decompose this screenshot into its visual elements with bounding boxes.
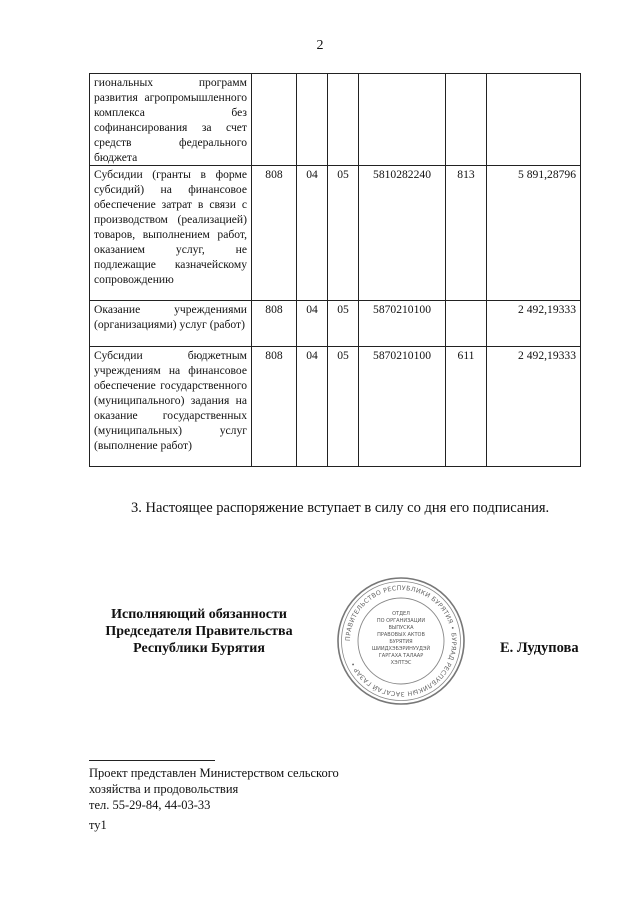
target-item-code: 5870210100	[359, 301, 446, 347]
expense-type-code: 813	[446, 166, 487, 301]
ministry-code: 808	[252, 347, 297, 467]
section-code: 04	[297, 347, 328, 467]
signatory-title	[94, 606, 304, 657]
section-code	[297, 74, 328, 166]
target-item-code: 5870210100	[359, 347, 446, 467]
signatory-title-line: Республики Бурятия	[133, 641, 265, 656]
table-row	[90, 74, 581, 166]
subsection-code	[328, 74, 359, 166]
footnote-divider	[89, 760, 215, 761]
expense-type-code: 611	[446, 347, 487, 467]
footnote-line: тел. 55-29-84, 44-03-33	[89, 798, 211, 812]
expense-type-code	[446, 74, 487, 166]
signatory-title-line: Исполняющий обязанности	[111, 607, 287, 622]
page-number: 2	[316, 38, 324, 53]
signatory-title-line: Председателя Правительства	[105, 624, 293, 639]
expense-type-code	[446, 301, 487, 347]
seal-center-line: БУРЯТИЯ	[389, 639, 413, 645]
footnote	[89, 765, 339, 813]
table-row	[90, 347, 581, 467]
effective-date-clause: 3. Настоящее распоряжение вступает в силу со дня его подписания.	[131, 500, 550, 516]
amount: 5 891,28796	[487, 166, 581, 301]
ministry-code: 808	[252, 301, 297, 347]
ministry-code	[252, 74, 297, 166]
amount	[487, 74, 581, 166]
table-row	[90, 166, 581, 301]
ministry-code: 808	[252, 166, 297, 301]
seal-center-line: ВЫПУСКА	[388, 625, 414, 631]
footnote-line: Проект представлен Министерством сельского	[89, 766, 339, 780]
row-description: Оказание учреждениями (организациями) услуг (работ)	[90, 301, 252, 347]
signer-name: Е. Лудупова	[500, 640, 579, 656]
seal-center-line: ХЭЛТЭС	[390, 660, 412, 666]
section-code: 04	[297, 301, 328, 347]
subsection-code: 05	[328, 166, 359, 301]
row-description: Субсидии бюджетным учреждениям на финансовое обеспечение государственного (муниципального) задания на оказание государственных (муниципальных) услуг (выполнение работ)	[90, 347, 252, 467]
subsection-code: 05	[328, 301, 359, 347]
seal-center-line: ОТДЕЛ	[392, 611, 410, 617]
footnote-line: хозяйства и продовольствия	[89, 782, 239, 796]
section-code: 04	[297, 166, 328, 301]
official-seal	[335, 575, 467, 707]
target-item-code	[359, 74, 446, 166]
amount: 2 492,19333	[487, 347, 581, 467]
seal-center-line: ШИИДХЭБЭРИНУУДЭЙ	[371, 646, 431, 652]
target-item-code: 5810282240	[359, 166, 446, 301]
table-row	[90, 301, 581, 347]
row-description: гиональных программ развития агропромышленного комплекса без софинансирования за счет средств федерального бюджета	[90, 74, 252, 166]
seal-center-line: ПРАВОВЫХ АКТОВ	[377, 632, 425, 638]
document-initials: ту1	[89, 818, 107, 832]
row-description: Субсидии (гранты в форме субсидий) на финансовое обеспечение затрат в связи с производством (реализацией) товаров, выполнением работ, оказанием услуг, не подлежащие казначейскому сопровождению	[90, 166, 252, 301]
seal-center-line: ПО ОРГАНИЗАЦИИ	[376, 618, 426, 624]
subsection-code: 05	[328, 347, 359, 467]
seal-ring-text: ПРАВИТЕЛЬСТВО РЕСПУБЛИКИ БУРЯТИЯ • БУРЯАД РЕСПУБЛИКЫН ЗАСАГАЙ ГАЗАР •	[344, 584, 458, 698]
budget-table	[89, 73, 581, 467]
seal-center-line: ГАРГАХА ТАЛААР	[378, 653, 424, 659]
amount: 2 492,19333	[487, 301, 581, 347]
